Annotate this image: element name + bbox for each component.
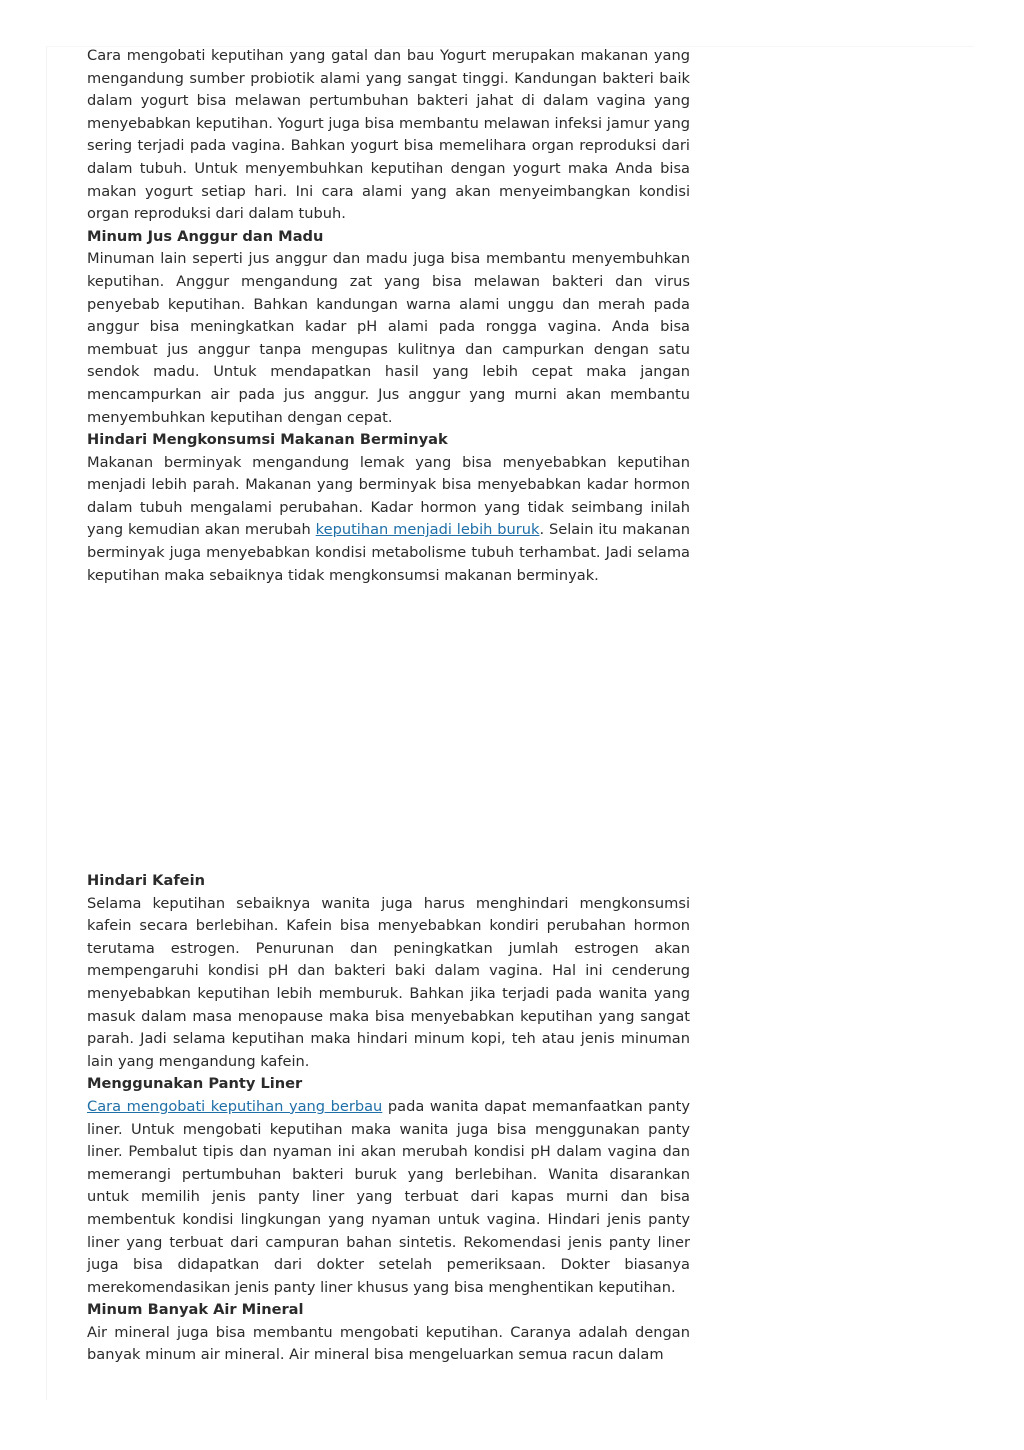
panty-liner-text-after-link: pada wanita dapat memanfaatkan panty liner. Untuk mengobati keputihan maka wanita juga bisa menggunakan panty liner. Pembalut tipis dan nyaman ini akan merubah kondisi pH dalam vagina dan memerangi pertumbuhan bakteri buruk yang berlebihan. Wanita disarankan untuk memilih jenis panty liner yang terbuat dari kapas murni dan bisa membentuk kondisi lingkungan yang nyaman untuk vagina. Hindari jenis panty liner yang terbuat dari campuran bahan sintetis. Rekomendasi jenis panty liner juga bisa didapatkan dari dokter setelah pemeriksaan. Dokter biasanya merekomendasikan jenis panty liner khusus yang bisa menghentikan keputihan. [87, 1097, 690, 1296]
yogurt-paragraph: Cara mengobati keputihan yang gatal dan bau Yogurt merupakan makanan yang mengandung sumber probiotik alami yang sangat tinggi. Kandungan bakteri baik dalam yogurt bisa melawan pertumbuhan bakteri jahat di dalam vagina yang menyebabkan keputihan. Yogurt juga bisa membantu melawan infeksi jamur yang sering terjadi pada vagina. Bahkan yogurt bisa memelihara organ reproduksi dari dalam tubuh. Untuk menyembuhkan keputihan dengan yogurt maka Anda bisa makan yogurt setiap hari. Ini cara alami yang akan menyeimbangkan kondisi organ reproduksi dari dalam tubuh. [87, 47, 690, 223]
caffeine-heading: Hindari Kafein [87, 872, 205, 889]
grape-juice-paragraph: Minuman lain seperti jus anggur dan madu juga bisa membantu menyembuhkan keputihan. Anggur mengandung zat yang bisa melawan bakteri dan virus penyebab keputihan. Bahkan kandungan warna alami unggu dan merah pada anggur bisa meningkatkan kadar pH alami pada rongga vagina. Anda bisa membuat jus anggur tanpa mengupas kulitnya dan campurkan dengan satu sendok madu. Untuk mendapatkan hasil yang lebih cepat maka jangan mencampurkan air pada jus anggur. Jus anggur yang murni akan membantu menyembuhkan keputihan dengan cepat. [87, 250, 690, 426]
grape-juice-heading: Minum Jus Anggur dan Madu [87, 227, 324, 245]
article-block-top [87, 45, 690, 587]
oily-food-text-before-link: Makanan berminyak mengandung lemak yang bisa menyebabkan keputihan menjadi lebih parah. Makanan yang berminyak bisa menyebabkan kadar hormon dalam tubuh mengalami perubahan. Kadar hormon yang tidak seimbang inilah yang kemudian akan merubah [87, 453, 690, 539]
panty-liner-paragraph [87, 1096, 690, 1299]
oily-food-paragraph [87, 452, 690, 588]
oily-food-text-after-link: . Selain itu makanan berminyak juga menyebabkan kondisi metabolisme tubuh terhambat. Jadi selama keputihan maka sebaiknya tidak mengkonsumsi makanan berminyak. [87, 521, 690, 584]
panty-liner-heading: Menggunakan Panty Liner [87, 1075, 303, 1093]
mineral-water-heading: Minum Banyak Air Mineral [87, 1301, 304, 1319]
mineral-water-paragraph: Air mineral juga bisa membantu mengobati keputihan. Caranya adalah dengan banyak minum air mineral. Air mineral bisa mengeluarkan semua racun dalam [87, 1323, 690, 1364]
article-block-bottom [87, 870, 690, 1367]
worse-discharge-link[interactable]: keputihan menjadi lebih buruk [315, 521, 540, 539]
caffeine-paragraph: Selama keputihan sebaiknya wanita juga harus menghindari mengkonsumsi kafein secara berlebihan. Kafein bisa menyebabkan kondiri perubahan hormon terutama estrogen. Penurunan dan peningkatkan jumlah estrogen akan mempengaruhi kondisi pH dan bakteri baki dalam vagina. Hal ini cenderung menyebabkan keputihan lebih memburuk. Bahkan jika terjadi pada wanita yang masuk dalam masa menopause maka bisa menyebabkan keputihan yang sangat parah. Jadi selama keputihan maka hindari minum kopi, teh atau jenis minuman lain yang mengandung kafein. [87, 894, 690, 1070]
smelly-discharge-link[interactable]: Cara mengobati keputihan yang berbau [87, 1097, 383, 1115]
oily-food-heading: Hindari Mengkonsumsi Makanan Berminyak [87, 431, 448, 449]
